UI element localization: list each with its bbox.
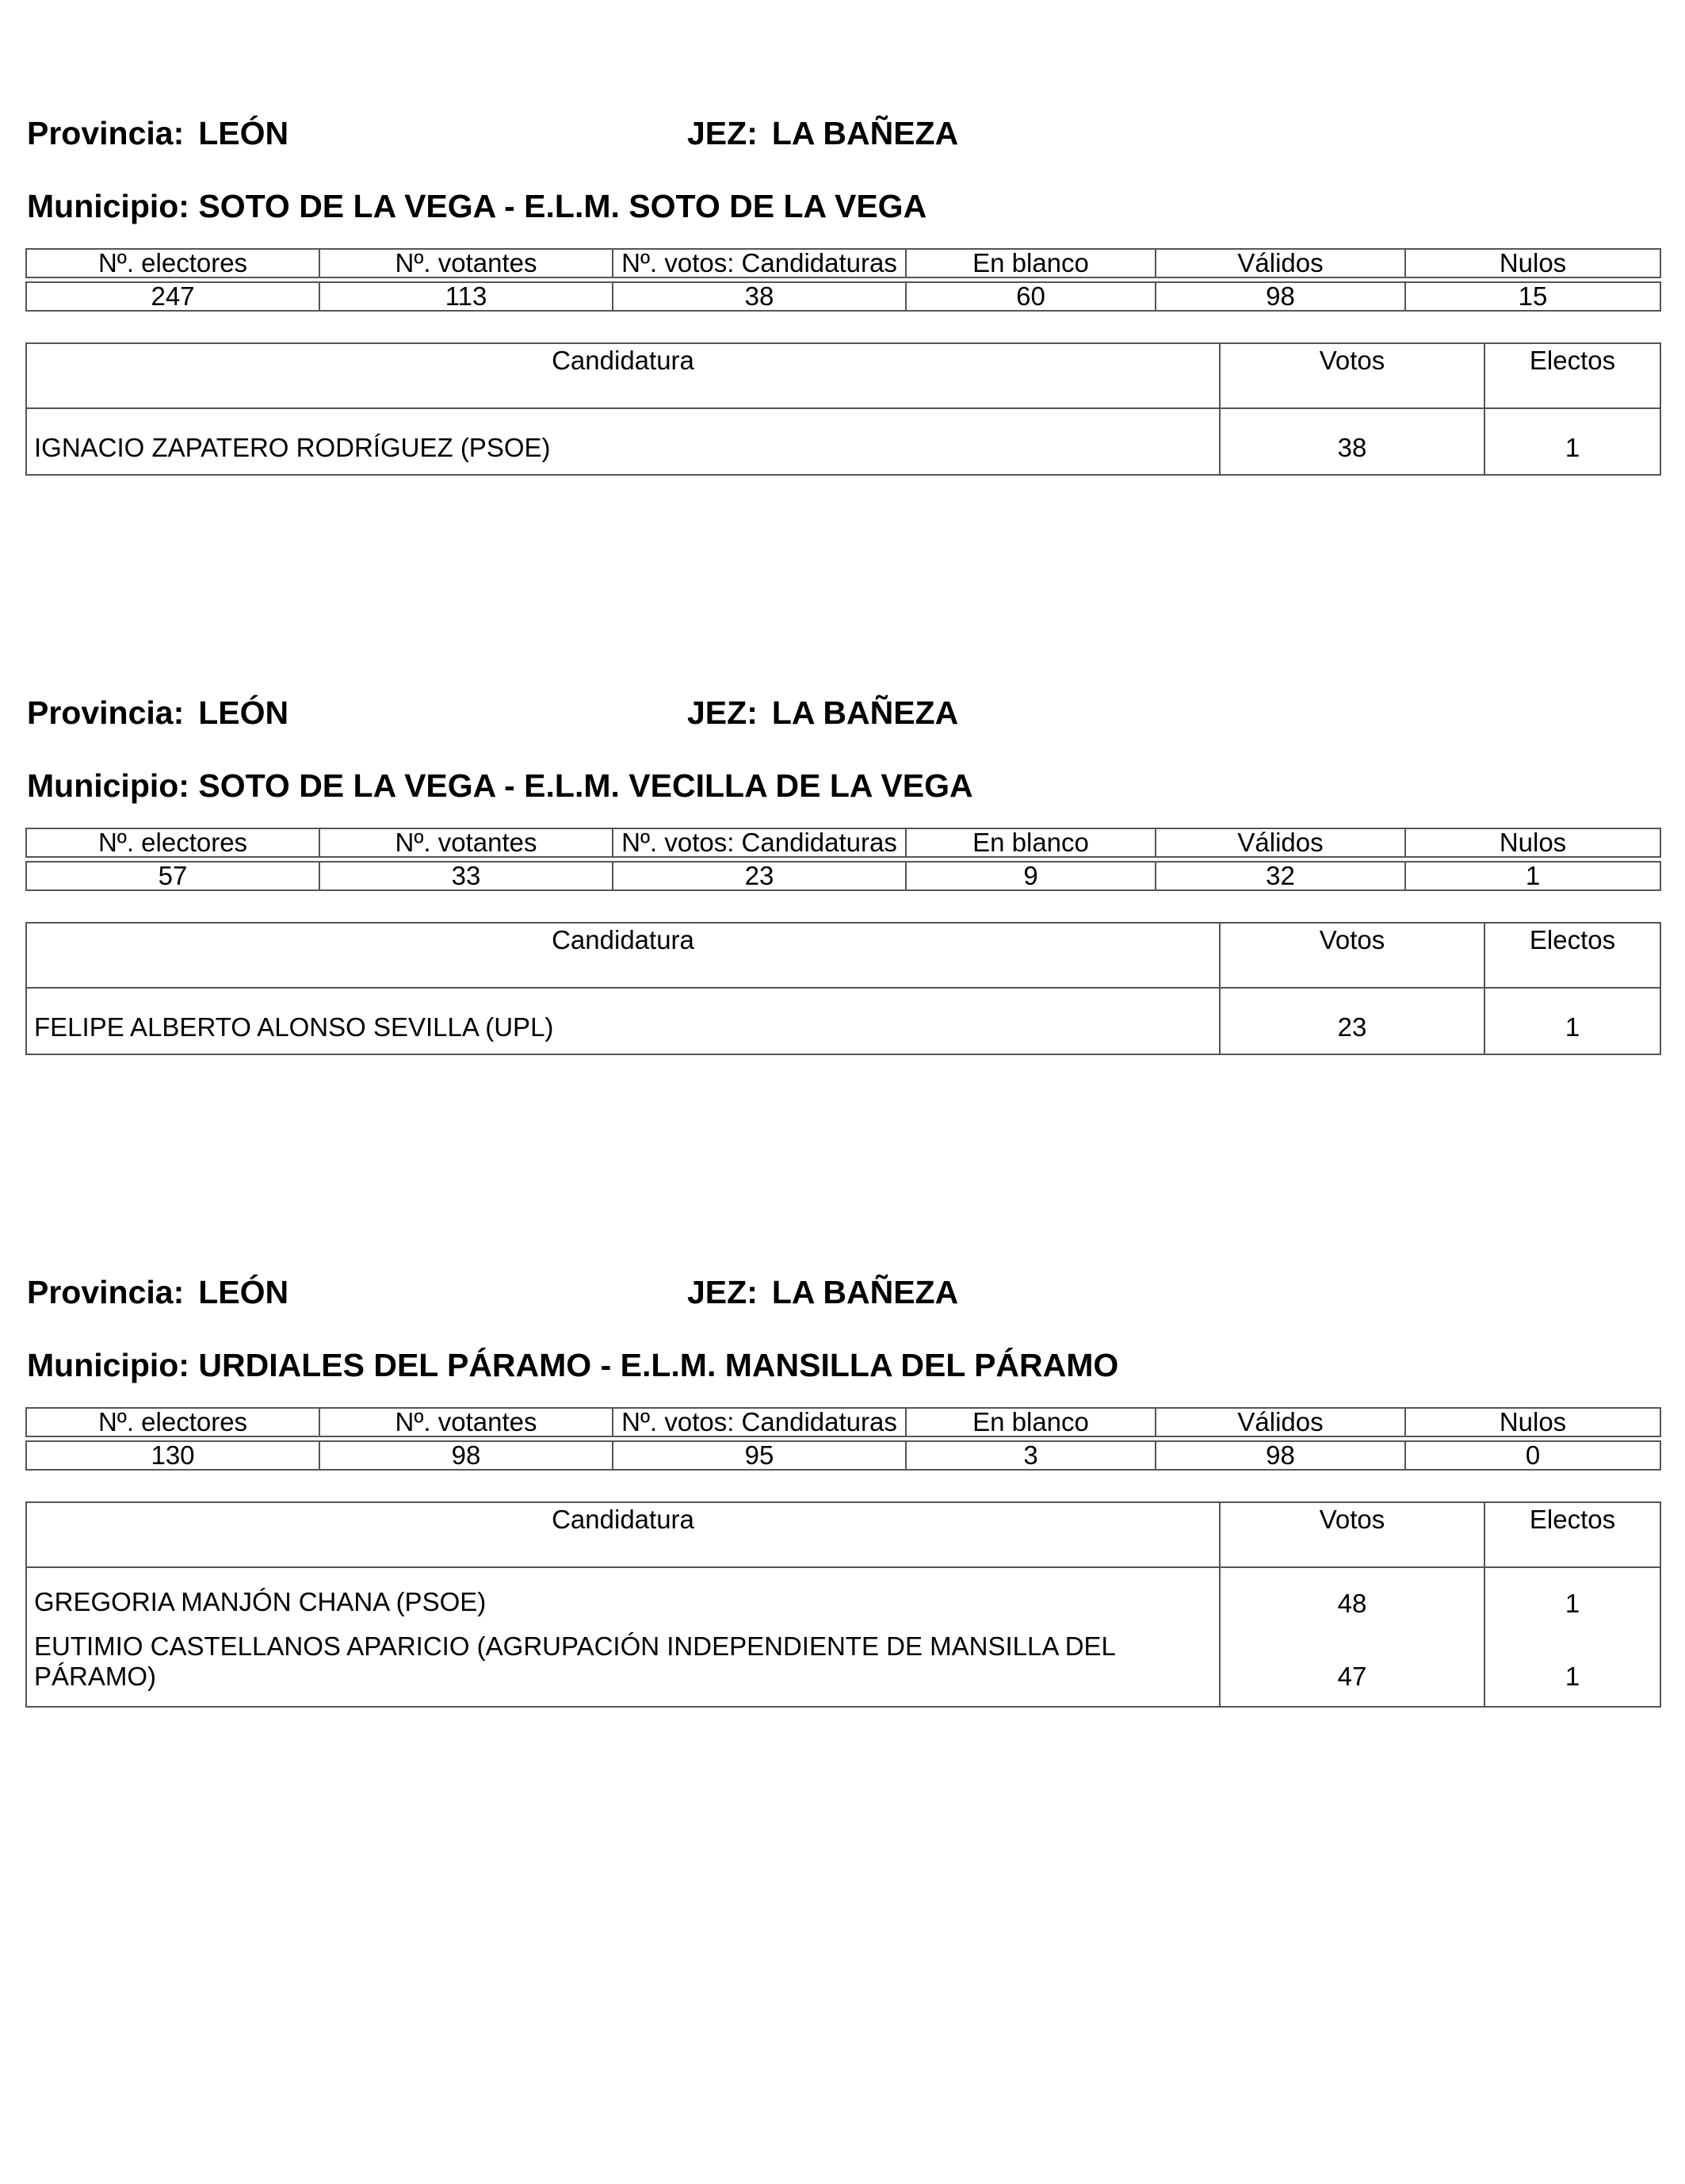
candidate-row <box>26 988 1660 1054</box>
candidate-name: FELIPE ALBERTO ALONSO SEVILLA (UPL) <box>26 988 1220 1054</box>
stats-table <box>25 248 1661 312</box>
stats-value: 130 <box>26 1441 319 1470</box>
electos-header: Electos <box>1484 1502 1660 1567</box>
stats-value: 57 <box>26 862 319 890</box>
stats-header: Nº. electores <box>26 828 319 857</box>
municipio-field <box>27 1347 1118 1384</box>
provincia-value: LEÓN <box>198 115 289 151</box>
stats-header: Válidos <box>1156 828 1405 857</box>
stats-header: Válidos <box>1156 249 1405 277</box>
candidates-header-row <box>26 1502 1660 1567</box>
stats-value: 33 <box>319 862 613 890</box>
stats-value: 95 <box>613 1441 906 1470</box>
candidatura-header: Candidatura <box>26 1502 1220 1567</box>
candidates-table <box>25 922 1661 1055</box>
stats-header-row <box>26 1408 1660 1436</box>
stats-value: 113 <box>319 282 613 311</box>
municipio-label: Municipio: <box>27 767 189 804</box>
candidate-row <box>26 408 1660 475</box>
stats-header: Nº. votantes <box>319 828 613 857</box>
stats-header: En blanco <box>906 249 1156 277</box>
candidatura-header: Candidatura <box>26 343 1220 408</box>
jez-field <box>687 694 958 732</box>
jez-value: LA BAÑEZA <box>771 115 959 151</box>
candidate-electos-cell <box>1484 1567 1660 1707</box>
provincia-label: Provincia: <box>27 115 185 151</box>
stats-header: En blanco <box>906 1408 1156 1436</box>
stats-value: 0 <box>1405 1441 1660 1470</box>
candidate-row <box>26 1567 1660 1707</box>
stats-value: 15 <box>1405 282 1660 311</box>
candidate-name: IGNACIO ZAPATERO RODRÍGUEZ (PSOE) <box>26 408 1220 475</box>
candidate-names-cell <box>26 1567 1220 1707</box>
stats-value-row <box>26 282 1660 311</box>
stats-value: 98 <box>1156 282 1405 311</box>
stats-header: Nº. votos: Candidaturas <box>613 828 906 857</box>
stats-value: 1 <box>1405 862 1660 890</box>
stats-header: Válidos <box>1156 1408 1405 1436</box>
election-section-3 <box>25 1274 1660 1691</box>
stats-value: 9 <box>906 862 1156 890</box>
candidate-electos: 1 <box>1565 1589 1580 1618</box>
provincia-field <box>27 1274 288 1311</box>
provincia-field <box>27 115 288 152</box>
stats-header: Nº. electores <box>26 1408 319 1436</box>
municipio-value: SOTO DE LA VEGA - E.L.M. SOTO DE LA VEGA <box>198 188 927 224</box>
jez-value: LA BAÑEZA <box>771 1274 959 1310</box>
municipio-label: Municipio: <box>27 1347 189 1383</box>
municipio-value: URDIALES DEL PÁRAMO - E.L.M. MANSILLA DEL PÁRAMO <box>198 1347 1119 1383</box>
municipio-label: Municipio: <box>27 188 189 224</box>
municipio-field <box>27 188 927 225</box>
stats-header: Nº. votantes <box>319 1408 613 1436</box>
candidate-name-list <box>34 1587 1219 1692</box>
provincia-value: LEÓN <box>198 694 289 731</box>
stats-value: 3 <box>906 1441 1156 1470</box>
section-header <box>25 115 1660 163</box>
stats-header: Nº. votos: Candidaturas <box>613 249 906 277</box>
section-header <box>25 694 1660 742</box>
stats-value: 247 <box>26 282 319 311</box>
stats-header: En blanco <box>906 828 1156 857</box>
provincia-label: Provincia: <box>27 1274 185 1310</box>
section-header <box>25 1274 1660 1321</box>
electos-header: Electos <box>1484 343 1660 408</box>
municipio-field <box>27 767 973 805</box>
stats-header: Nº. electores <box>26 249 319 277</box>
stats-table <box>25 1407 1661 1471</box>
stats-value: 32 <box>1156 862 1405 890</box>
candidatura-header: Candidatura <box>26 923 1220 988</box>
stats-value-row <box>26 862 1660 890</box>
jez-field <box>687 1274 958 1311</box>
candidate-votos: 23 <box>1220 988 1484 1054</box>
stats-header: Nulos <box>1405 828 1660 857</box>
jez-label: JEZ: <box>687 1274 758 1310</box>
candidates-header-row <box>26 343 1660 408</box>
candidate-name: GREGORIA MANJÓN CHANA (PSOE) <box>34 1587 487 1616</box>
jez-field <box>687 115 958 152</box>
election-section-2 <box>25 694 1660 1042</box>
stats-header: Nº. votos: Candidaturas <box>613 1408 906 1436</box>
candidate-name-line1: EUTIMIO CASTELLANOS APARICIO (AGRUPACIÓN INDEPENDIENTE DE MANSILLA DEL <box>34 1631 1116 1661</box>
candidate-name-line2: PÁRAMO) <box>34 1662 157 1691</box>
candidate-votos: 38 <box>1220 408 1484 475</box>
stats-header-row <box>26 828 1660 857</box>
candidate-electos: 1 <box>1484 408 1660 475</box>
jez-label: JEZ: <box>687 115 758 151</box>
candidate-votos-cell <box>1220 1567 1484 1707</box>
election-section-1 <box>25 115 1660 462</box>
stats-header: Nulos <box>1405 1408 1660 1436</box>
electos-header: Electos <box>1484 923 1660 988</box>
municipio-value: SOTO DE LA VEGA - E.L.M. VECILLA DE LA VEGA <box>198 767 973 804</box>
candidates-table <box>25 1501 1661 1708</box>
stats-header: Nulos <box>1405 249 1660 277</box>
candidate-electos: 1 <box>1565 1662 1580 1691</box>
stats-value: 98 <box>319 1441 613 1470</box>
candidates-header-row <box>26 923 1660 988</box>
stats-header: Nº. votantes <box>319 249 613 277</box>
stats-value: 60 <box>906 282 1156 311</box>
provincia-field <box>27 694 288 732</box>
candidates-table <box>25 342 1661 476</box>
provincia-label: Provincia: <box>27 694 185 731</box>
stats-header-row <box>26 249 1660 277</box>
stats-table <box>25 828 1661 891</box>
jez-label: JEZ: <box>687 694 758 731</box>
stats-value: 23 <box>613 862 906 890</box>
votos-header: Votos <box>1220 1502 1484 1567</box>
votos-header: Votos <box>1220 923 1484 988</box>
stats-value: 38 <box>613 282 906 311</box>
stats-value: 98 <box>1156 1441 1405 1470</box>
candidate-votos: 47 <box>1337 1662 1367 1691</box>
jez-value: LA BAÑEZA <box>771 694 959 731</box>
candidate-electos: 1 <box>1484 988 1660 1054</box>
votos-header: Votos <box>1220 343 1484 408</box>
provincia-value: LEÓN <box>198 1274 289 1310</box>
candidate-votos: 48 <box>1337 1589 1367 1618</box>
stats-value-row <box>26 1441 1660 1470</box>
